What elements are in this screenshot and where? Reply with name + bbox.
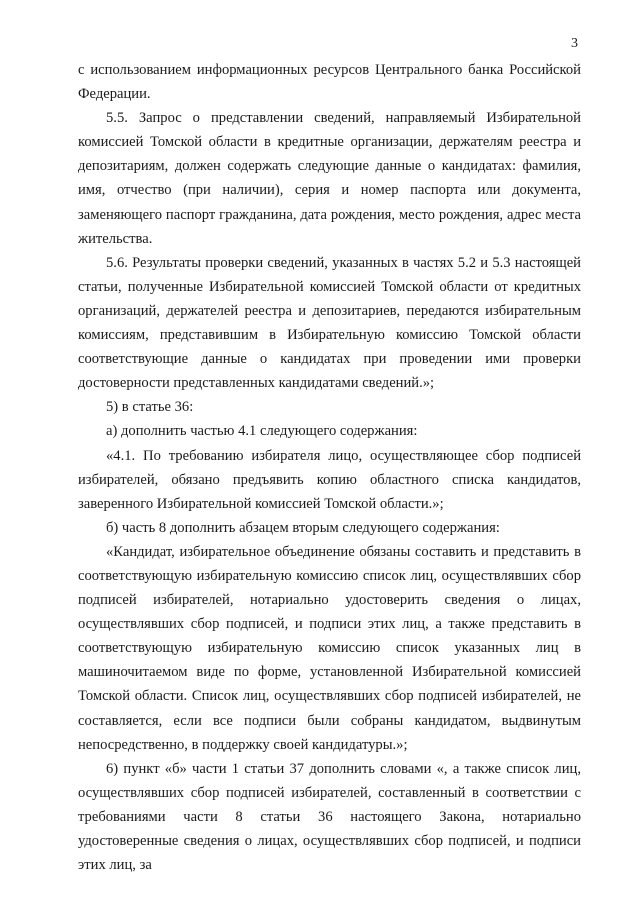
paragraph-candidate-quote: «Кандидат, избирательное объединение обязаны составить и представить в соответствующую избирательную комиссию список лиц, осуществлявших сбор подписей избирателей, нотариально удостоверить сведения о лицах, осуществлявших сбор подписей, и подписи этих лиц, а также представить в соответствующую избирательную комиссию список указанных лиц в машиночитаемом виде по форме, установленной Избирательной комиссией Томской области. Список лиц, осуществлявших сбор подписей избирателей, не составляется, если все подписи были собраны кандидатом, выдвинутым непосредственно, в поддержку своей кандидатуры.»; — [78, 543, 581, 753]
paragraph-5-5: 5.5. Запрос о представлении сведений, направляемый Избирательной комиссией Томской области в кредитные организации, держателям реестра и депозитариям, должен содержать следующие данные о кандидатах: фамилия, имя, отчество (при наличии), серия и номер паспорта или документа, заменяющего паспорт гражданина, дата рождения, место рождения, адрес места жительства. — [78, 110, 581, 247]
page-number: 3 — [571, 36, 578, 51]
paragraph-5-6: 5.6. Результаты проверки сведений, указанных в частях 5.2 и 5.3 настоящей статьи, полученные Избирательной комиссией Томской области от кредитных организаций, держателей реестра и депозитариев, передаются избирательным комиссиям, представившим в Избирательную комиссию Томской области соответствующие данные о кандидатах при проведении ими проверки достоверности представленных кандидатами сведений.»; — [78, 254, 581, 392]
paragraph-item-6: 6) пункт «б» части 1 статьи 37 дополнить словами «, а также список лиц, осуществлявших сбор подписей избирателей, составленный в соответствии с требованиями части 8 статьи 36 настоящего Закона, нотариально удостоверенные сведения о лицах, осуществлявших сбор подписей, и подписи этих лиц, за — [78, 760, 581, 874]
paragraph-subitem-a: а) дополнить частью 4.1 следующего содержания: — [106, 423, 418, 440]
paragraph-item-5: 5) в статье 36: — [106, 399, 194, 416]
paragraph-4-1-quote: «4.1. По требованию избирателя лицо, осуществляющее сбор подписей избирателей, обязано предъявить копию областного списка кандидатов, заверенного Избирательной комиссией Томской области.»; — [78, 447, 581, 512]
paragraph-subitem-b: б) часть 8 дополнить абзацем вторым следующего содержания: — [106, 519, 500, 536]
paragraph-continuation: с использованием информационных ресурсов Центрального банка Российской Федерации. — [78, 62, 581, 103]
document-body — [78, 58, 581, 877]
